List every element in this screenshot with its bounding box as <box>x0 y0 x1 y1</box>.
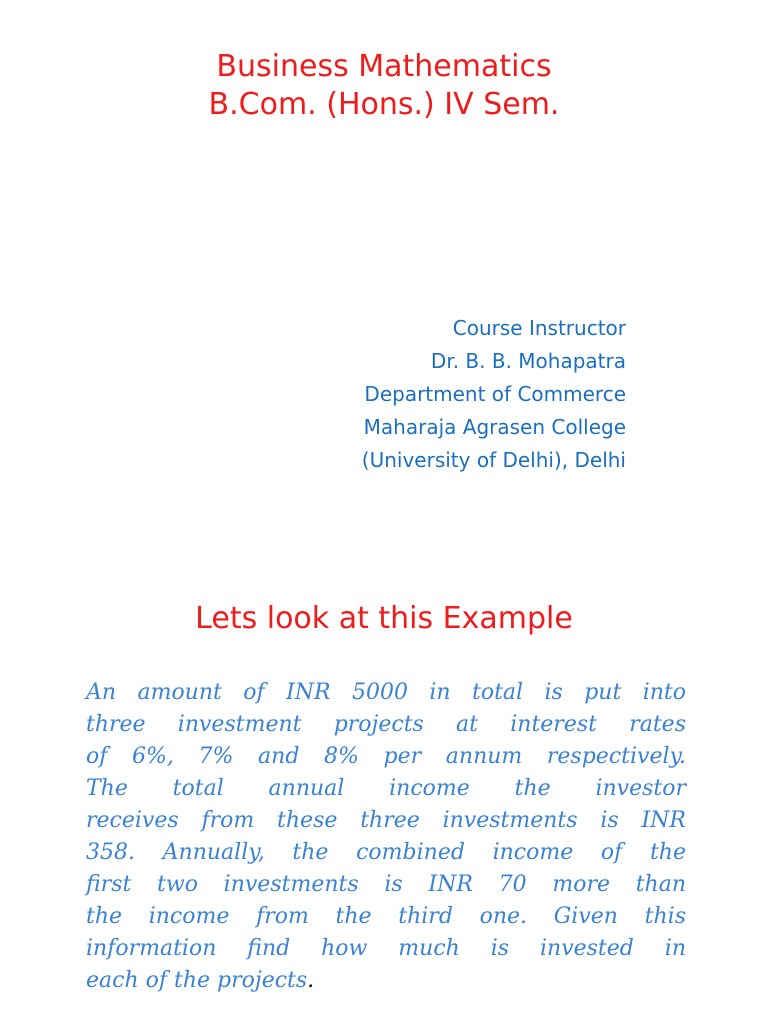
problem-line: three investment projects at interest rates <box>86 712 686 737</box>
instructor-block <box>362 312 626 477</box>
problem-line: of 6%, 7% and 8% per annum respectively. <box>86 744 686 769</box>
course-title <box>0 48 768 124</box>
problem-final-period: . <box>307 968 315 993</box>
example-title: Lets look at this Example <box>195 601 573 636</box>
instructor-name: Dr. B. B. Mohapatra <box>430 349 626 373</box>
course-title-line-2: B.Com. (Hons.) IV Sem. <box>208 87 560 122</box>
problem-line: The total annual income the investor <box>86 776 686 801</box>
instructor-department: Department of Commerce <box>364 382 626 406</box>
problem-line-last <box>86 965 686 997</box>
course-title-line-1: Business Mathematics <box>216 49 552 84</box>
problem-line: 358. Annually, the combined income of the <box>86 840 686 865</box>
problem-line: An amount of INR 5000 in total is put into <box>86 680 686 705</box>
problem-line: information find how much is invested in <box>86 936 686 961</box>
problem-line: receives from these three investments is INR <box>86 808 686 833</box>
problem-line-text: each of the projects <box>86 968 308 993</box>
instructor-heading: Course Instructor <box>452 316 626 340</box>
problem-line: first two investments is INR 70 more than <box>86 872 686 897</box>
instructor-university: (University of Delhi), Delhi <box>361 448 626 472</box>
problem-statement <box>86 677 686 997</box>
instructor-college: Maharaja Agrasen College <box>363 415 626 439</box>
problem-line: the income from the third one. Given this <box>86 904 686 929</box>
